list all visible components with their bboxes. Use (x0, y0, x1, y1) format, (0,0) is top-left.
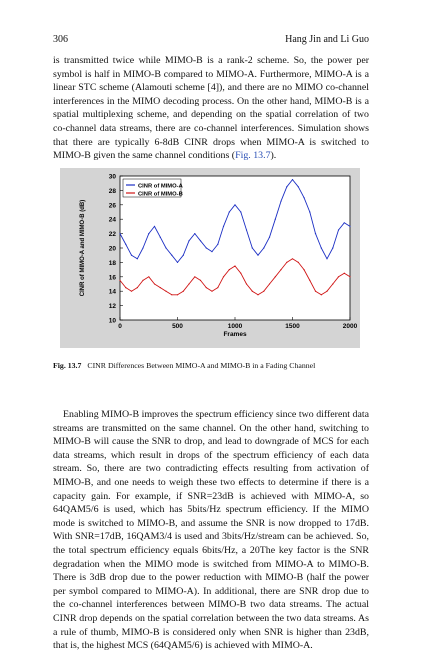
data-point (292, 179, 293, 180)
data-point (148, 233, 149, 234)
y-tick-label: 18 (108, 259, 116, 267)
paragraph-1 (53, 54, 369, 163)
data-point (280, 201, 281, 202)
data-point (280, 269, 281, 270)
data-point (286, 262, 287, 263)
data-point (229, 269, 230, 270)
legend-entry: CINR of MIMO-A (138, 183, 183, 190)
data-point (275, 276, 276, 277)
legend-entry: CINR of MIMO-B (138, 191, 183, 198)
y-tick-label: 30 (108, 173, 116, 181)
data-point (211, 251, 212, 252)
figure-reference-link[interactable]: Fig. 13.7 (235, 150, 271, 162)
data-point (315, 291, 316, 292)
data-point (275, 219, 276, 220)
data-point (137, 258, 138, 259)
data-point (326, 258, 327, 259)
data-point (200, 240, 201, 241)
data-point (217, 244, 218, 245)
x-tick-label: 0 (118, 323, 122, 330)
data-point (252, 247, 253, 248)
data-point (229, 211, 230, 212)
y-tick-label: 10 (108, 317, 116, 325)
data-point (252, 291, 253, 292)
data-point (338, 276, 339, 277)
data-point (125, 287, 126, 288)
data-point (154, 226, 155, 227)
caption-text: CINR Differences Between MIMO-A and MIMO-B in a Fading Channel (87, 361, 316, 370)
data-point (183, 291, 184, 292)
x-tick-label: 2000 (342, 323, 358, 330)
data-point (234, 265, 235, 266)
data-point (315, 233, 316, 234)
data-point (194, 233, 195, 234)
data-point (148, 276, 149, 277)
data-point (119, 280, 120, 281)
data-point (183, 255, 184, 256)
data-point (206, 247, 207, 248)
y-tick-label: 24 (108, 216, 116, 224)
paragraph-1-tail: ). (270, 150, 277, 162)
data-point (309, 211, 310, 212)
y-tick-label: 26 (108, 202, 116, 210)
data-point (165, 291, 166, 292)
x-tick-label: 1000 (227, 323, 243, 330)
data-point (171, 294, 172, 295)
data-point (344, 222, 345, 223)
data-point (160, 287, 161, 288)
data-point (309, 280, 310, 281)
running-head-authors: Hang Jin and Li Guo (285, 34, 369, 45)
data-point (200, 280, 201, 281)
data-point (321, 294, 322, 295)
data-point (240, 273, 241, 274)
data-point (332, 283, 333, 284)
y-tick-label: 16 (108, 274, 116, 282)
data-point (119, 233, 120, 234)
data-point (206, 287, 207, 288)
data-point (188, 240, 189, 241)
data-point (177, 262, 178, 263)
data-point (257, 255, 258, 256)
data-point (298, 186, 299, 187)
data-point (321, 247, 322, 248)
data-point (165, 247, 166, 248)
data-point (234, 204, 235, 205)
cinr-chart (60, 168, 360, 348)
data-point (142, 247, 143, 248)
data-point (344, 273, 345, 274)
data-point (246, 283, 247, 284)
figure-label: Fig. 13.7 (53, 361, 82, 370)
x-tick-label: 1500 (285, 323, 300, 330)
data-point (131, 291, 132, 292)
y-tick-label: 20 (108, 245, 116, 253)
y-tick-label: 14 (108, 288, 116, 296)
data-point (125, 244, 126, 245)
data-point (292, 258, 293, 259)
data-point (171, 255, 172, 256)
plot-area (120, 176, 350, 320)
y-tick-label: 28 (108, 187, 116, 195)
y-axis-label: CINR of MIMO-A and MIMO-B (dB) (80, 199, 86, 297)
data-point (223, 226, 224, 227)
data-point (188, 283, 189, 284)
data-point (263, 291, 264, 292)
data-point (303, 197, 304, 198)
y-tick-label: 12 (108, 303, 116, 311)
paragraph-2: Enabling MIMO-B improves the spectrum efficiency since two different data streams are transmitted on the same channel. On the other hand, switching to MIMO-B will cause the SNR to drop, and lead to downgrade of MCS for each data streams, which result in drops of the spectrum efficiency of each data stream. So, there are two contradicting effects resulting from activation of MIMO-B, and one needs to weigh these two effects to determine if there is a capacity gain. For example, if SNR=23dB is achieved with MIMO-A, so 64QAM5/6 is used, which has 5bits/Hz spectrum efficiency. If the MIMO mode is switched to MIMO-B, and assume the SNR is now dropped to 17dB. With SNR=17dB, 16QAM3/4 is used and 3bits/Hz/stream can be achieved. So, the total spectrum efficiency equals 6bits/Hz, a 20The key factor is the SNR degradation when the MIMO mode is switched from MIMO-A to MIMO-B. There is 3dB drop due to the power reduction with MIMO-B (half the power per symbol compared to MIMO-A). In additional, there are SNR drop due to the co-channel interferences between MIMO-B two data streams. The actual CINR drop depends on the spatial correlation between the two data streams. As a rule of thumb, MIMO-B is considered only when SNR is higher than 23dB, that is, the highest MCS (64QAM5/6) is achieved with MIMO-A. (53, 409, 369, 652)
data-point (326, 291, 327, 292)
data-point (269, 237, 270, 238)
data-point (269, 283, 270, 284)
data-point (349, 276, 350, 277)
x-tick-label: 500 (172, 323, 183, 330)
data-point (160, 237, 161, 238)
data-point (349, 226, 350, 227)
data-point (303, 269, 304, 270)
data-point (142, 280, 143, 281)
data-point (332, 247, 333, 248)
data-point (338, 229, 339, 230)
page-number: 306 (53, 34, 68, 45)
data-point (194, 276, 195, 277)
data-point (223, 276, 224, 277)
data-point (137, 287, 138, 288)
figure-caption (53, 361, 369, 370)
data-point (211, 291, 212, 292)
data-point (246, 229, 247, 230)
data-point (131, 255, 132, 256)
data-point (154, 283, 155, 284)
data-point (263, 247, 264, 248)
data-point (217, 287, 218, 288)
data-point (257, 294, 258, 295)
x-axis-label: Frames (223, 331, 247, 338)
y-tick-label: 22 (108, 231, 116, 239)
data-point (298, 262, 299, 263)
paragraph-1-text: is transmitted twice while MIMO-B is a rank-2 scheme. So, the power per symbol is half in MIMO-B compared to MIMO-A. Furthermore, MIMO-A is a linear STC scheme (Alamouti scheme [4]), and there are no MIMO co-channel interferences in the MIMO decoding process. On the other hand, MIMO-B is a spatial multiplexing scheme, and depending on the spatial correlation of two co-channel data streams, there are co-channel interferences. Simulation shows that there are typically 6-8dB CINR drops when MIMO-A is switched to MIMO-B given the same channel conditions ( (53, 55, 369, 162)
data-point (240, 211, 241, 212)
data-point (177, 294, 178, 295)
data-point (286, 186, 287, 187)
